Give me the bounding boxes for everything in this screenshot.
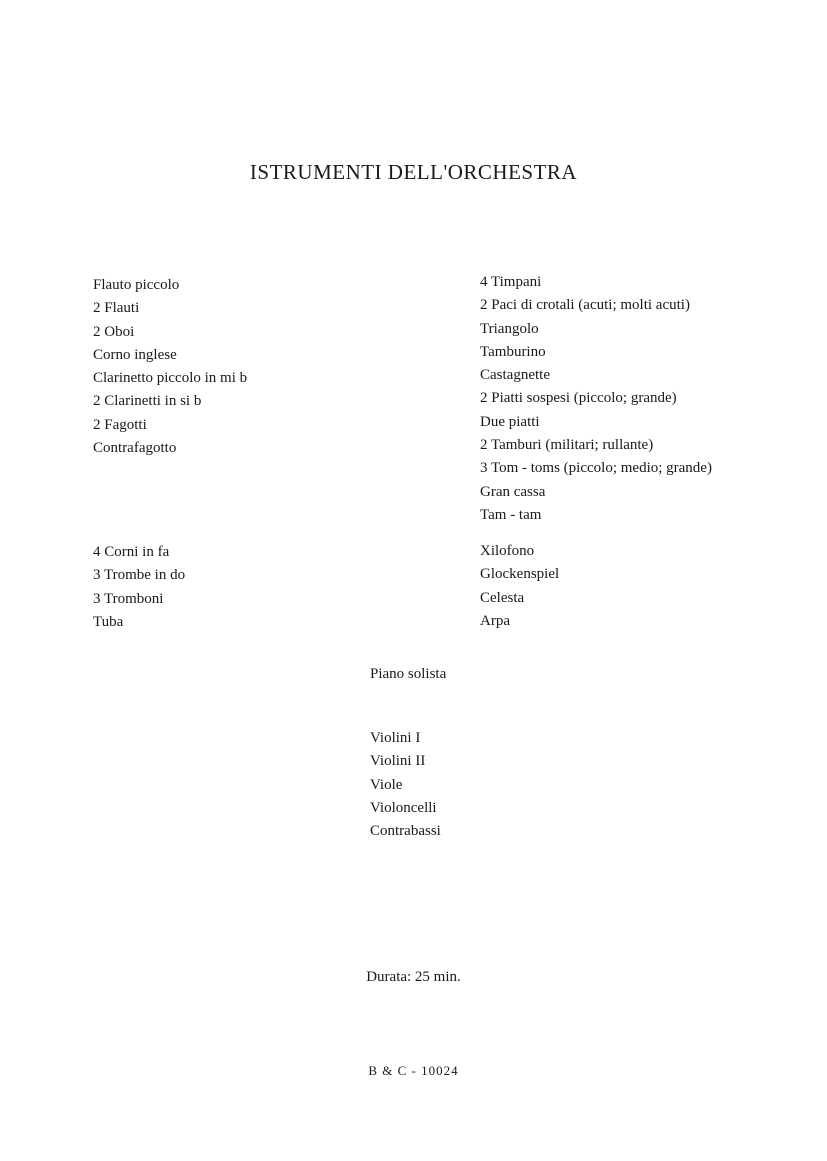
- list-item: 4 Corni in fa: [93, 544, 170, 560]
- list-item: 2 Oboi: [93, 323, 135, 340]
- list-item: Glockenspiel: [480, 566, 560, 583]
- list-item: Due piatti: [480, 413, 540, 430]
- strings-list: [370, 727, 441, 843]
- list-item: 4 Timpani: [480, 274, 542, 290]
- list-item: Contrabassi: [370, 823, 441, 840]
- list-item: Triangolo: [480, 320, 539, 337]
- list-item: 2 Tamburi (militari; rullante): [480, 437, 654, 454]
- list-item: Tam - tam: [480, 506, 542, 523]
- list-item: 2 Clarinetti in si b: [93, 393, 202, 410]
- list-item: 2 Paci di crotali (acuti; molti acuti): [480, 297, 690, 314]
- list-item: Violini II: [370, 753, 426, 770]
- list-item: Arpa: [480, 612, 510, 629]
- list-item: 2 Flauti: [93, 300, 140, 317]
- list-item: 2 Piatti sospesi (piccolo; grande): [480, 390, 677, 407]
- list-item: Flauto piccolo: [93, 277, 180, 293]
- soloist-label: Piano solista: [370, 666, 447, 682]
- percussion-list: [480, 271, 712, 527]
- list-item: Xilofono: [480, 543, 535, 559]
- list-item: Violoncelli: [370, 799, 437, 816]
- page-title: ISTRUMENTI DELL'ORCHESTRA: [249, 160, 578, 184]
- duration-text: Durata: 25 min.: [366, 969, 461, 985]
- list-item: Corno inglese: [93, 346, 177, 363]
- brass-list: [93, 541, 185, 634]
- keyboards-harp-list: [480, 540, 559, 633]
- list-item: Clarinetto piccolo in mi b: [93, 370, 248, 387]
- woodwinds-list: [93, 274, 247, 460]
- list-item: Tuba: [93, 613, 124, 630]
- list-item: Gran cassa: [480, 483, 546, 500]
- catalog-number: B & C - 10024: [368, 1063, 459, 1078]
- list-item: 2 Fagotti: [93, 416, 147, 433]
- list-item: 3 Tom - toms (piccolo; medio; grande): [480, 460, 712, 477]
- list-item: 3 Trombe in do: [93, 567, 186, 584]
- list-item: Violini I: [370, 730, 421, 746]
- list-item: Celesta: [480, 589, 525, 606]
- list-item: Tamburino: [480, 343, 546, 360]
- list-item: Castagnette: [480, 367, 550, 384]
- list-item: Viole: [370, 776, 403, 793]
- list-item: Contrafagotto: [93, 440, 177, 457]
- list-item: 3 Tromboni: [93, 590, 164, 607]
